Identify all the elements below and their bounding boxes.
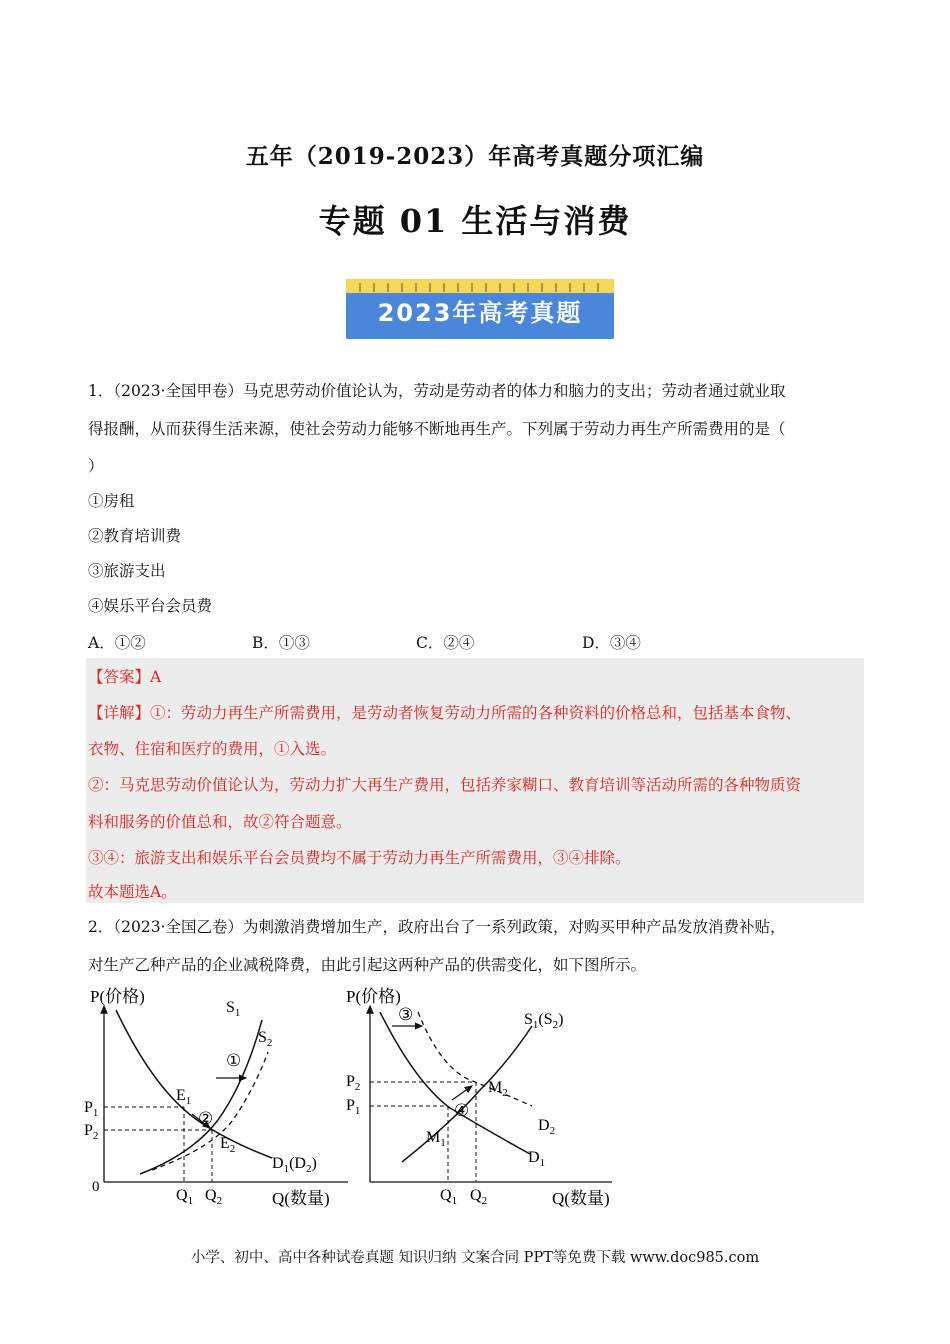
series-d2-curve [418,1012,532,1106]
q1-detail-line-4: 料和服务的价值总和，故②符合题意。 [88,813,352,831]
detail-text: ①：劳动力再生产所需费用，是劳动者恢复劳动力所需的各种资料的价格总和，包括基本食物、 [150,704,802,722]
x-tick-q1: $Q_1$ [440,1187,458,1207]
d1-label: $D_1$ [528,1149,546,1169]
y-tick-p1: $P_1$ [84,1099,99,1119]
q1-item: ①房租 [88,492,135,510]
point-m1-label: $M_1$ [426,1129,446,1149]
q1-option-a: A．①② [88,634,146,652]
supply-demand-chart-1 [80,982,360,1212]
series-s1-curve [402,1026,532,1162]
page-footer: 小学、初中、高中各种试卷真题 知识归纳 文案合同 PPT等免费下载 www.doc985.com [190,1250,760,1266]
q1-stem-line-1: 1．（2023·全国甲卷）马克思劳动价值论认为，劳动是劳动者的体力和脑力的支出；劳动者通过就业取 [88,382,786,400]
x-axis-label: Q(数量) [552,1189,610,1208]
q1-stem-line-2: 得报酬，从而获得生活来源，使社会劳动力能够不断地再生产。下列属于劳动力再生产所需费用的是（ [88,420,786,438]
q1-option-b: B．①③ [252,634,310,652]
q1-stem-line-3: ） [88,457,104,475]
q1-item: ③旅游支出 [88,562,166,580]
banner-label: 2023年高考真题 [377,299,583,327]
q1-detail-line-3: ②：马克思劳动价值论认为，劳动力扩大再生产费用，包括养家糊口、教育培训等活动所需的各种物质资 [88,776,802,794]
point-e2-label: $E_2$ [220,1135,236,1155]
x-tick-q2: $Q_2$ [470,1187,488,1207]
annotation-3: ③ [398,1005,414,1024]
s1-label: $S_1$ [226,999,241,1019]
point-m2-label: $M_2$ [488,1079,508,1099]
q1-item: ④娱乐平台会员费 [88,597,213,615]
year-banner [346,279,614,339]
q1-detail-line-2: 衣物、住宿和医疗的费用，①入选。 [88,740,337,758]
q2-stem-line-1: 2．（2023·全国乙卷）为刺激消费增加生产，政府出台了一系列政策，对购买甲种产品发放消费补贴， [88,918,786,936]
q1-detail-line-6: 故本题选A。 [88,883,177,901]
q1-detail-line-1 [88,703,801,723]
binding-rings-icon [346,280,614,294]
series-d1-curve [116,1010,272,1158]
q2-stem-line-2: 对生产乙种产品的企业减税降费，由此引起这两种产品的供需变化，如下图所示。 [88,956,647,974]
y-tick-p2: $P_2$ [346,1073,361,1093]
q1-detail-line-5: ③④：旅游支出和娱乐平台会员费均不属于劳动力再生产所需费用，③④排除。 [88,849,631,867]
arrow-4 [452,1086,472,1100]
x-axis-label: Q(数量) [272,1189,330,1208]
x-tick-q1: $Q_1$ [176,1187,194,1207]
series-d1-curve [380,1012,530,1154]
d2-label: $D_2$ [538,1117,556,1137]
detail-label: 【详解】 [88,704,151,722]
q1-answer: 【答案】A [88,668,162,686]
q1-option-d: D．③④ [582,634,641,652]
s1-s2-label: $S_1(S_2)$ [524,1011,564,1031]
s2-label: $S_2$ [258,1029,273,1049]
point-e1-label: $E_1$ [176,1087,192,1107]
origin-label: 0 [92,1179,100,1195]
document-supertitle: 五年（2019-2023）年高考真题分项汇编 [245,143,705,170]
y-axis-label: P(价格) [346,987,401,1006]
annotation-4: ④ [454,1101,470,1120]
y-axis-label: P(价格) [90,987,145,1006]
q1-option-c: C．②④ [416,634,475,652]
q1-item: ②教育培训费 [88,527,182,545]
banner-binding-rings [346,279,614,293]
y-tick-p1: $P_1$ [346,1097,361,1117]
y-tick-p2: $P_2$ [84,1122,99,1142]
annotation-1: ① [226,1051,242,1070]
series-s1-curve [140,1020,262,1174]
supply-demand-chart-2 [340,982,640,1212]
annotation-2: ② [198,1109,214,1128]
document-title: 专题 01 生活与消费 [318,202,632,240]
d1-label: $D_1(D_2)$ [272,1155,317,1175]
x-tick-q2: $Q_2$ [205,1187,223,1207]
